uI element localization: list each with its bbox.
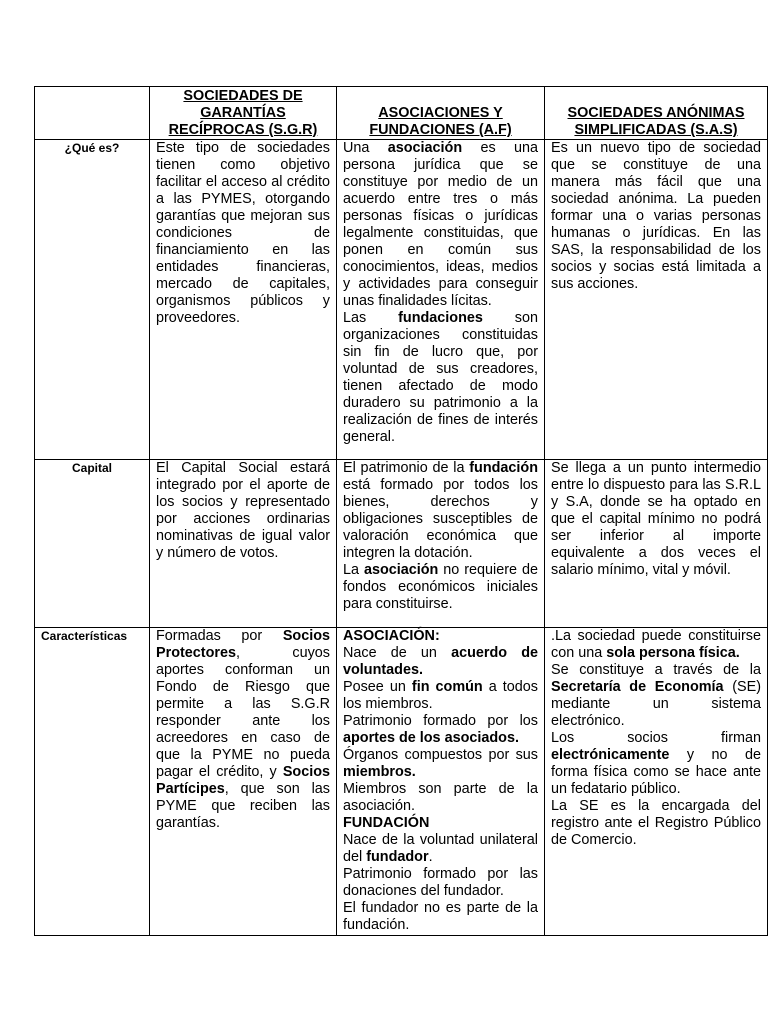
text: Patrimonio formado por los [343,713,538,729]
header-row [35,87,768,140]
paragraph [551,628,761,662]
paragraph [343,679,538,713]
text: es una persona jurídica que se constituye por medio de un acuerdo entre tres o más personas físicas o jurídicas legalmente constituidas, que ponen en común sus conocimientos, ideas, medios y actividades para conseguir unas finalidades lícitas. [343,140,538,309]
bold-term: Socios Partícipes [156,764,330,797]
row-caracteristicas [35,628,768,936]
cell-capital-sas [545,460,768,628]
paragraph [156,628,330,832]
text: Se constituye a través de la [551,662,761,678]
cell-que-es-sgr [150,140,337,460]
text: está formado por todos los bienes, derechos y obligaciones susceptibles de valoración económica que integren la dotación. [343,477,538,561]
text: no requiere de fondos económicos iniciales para constituirse. [343,562,538,612]
bold-term: asociación [387,140,463,156]
comparison-table [34,86,768,936]
paragraph: Miembros son parte de la asociación. [343,781,538,814]
header-sas: SOCIEDADES ANÓNIMAS SIMPLIFICADAS (S.A.S) [545,87,768,140]
row-label-capital: Capital [35,460,150,628]
bold-term: Secretaría de Economía [551,679,724,695]
header-af: ASOCIACIONES Y FUNDACIONES (A.F) [337,87,545,140]
text: Este tipo de sociedades tienen como objetivo facilitar el acceso al crédito a las PYMES, otorgando garantías que mejoran sus condiciones de financiamiento en las entidades financieras, mercado de capitales, organismos públicos y proveedores. [156,140,330,326]
subheading-fundacion: FUNDACIÓN [343,815,430,831]
paragraph [343,310,538,446]
text: (SE) mediante un sistema electrónico. [551,679,761,729]
paragraph: Patrimonio formado por las donaciones del fundador. [343,866,538,899]
bold-term: fundador [366,849,429,865]
subheading-asociacion: ASOCIACIÓN: [343,628,440,644]
cell-que-es-af [337,140,545,460]
paragraph [343,713,538,747]
cell-caract-af [337,628,545,936]
text: Nace de la voluntad unilateral del [343,832,538,865]
cell-capital-sgr [150,460,337,628]
text: Se llega a un punto intermedio entre lo dispuesto para las S.R.L y S.A, donde se ha optado en que el capital mínimo no podrá ser inferior al importe equivalente a dos veces el salario mínimo, vital y móvil. [551,460,761,578]
paragraph [551,730,761,798]
text: El patrimonio de la [343,460,470,476]
cell-capital-af [337,460,545,628]
text: Nace de un [343,645,452,661]
text: El Capital Social estará integrado por el aporte de los socios y representado por acciones ordinarias nominativas de igual valor y número de votos. [156,460,330,561]
paragraph [343,460,538,562]
bold-term: asociación [363,562,439,578]
bold-term: aportes de los asociados. [343,730,519,746]
bold-term: fundaciones [398,310,483,326]
cell-caract-sgr [150,628,337,936]
row-label-caracteristicas: Características [35,628,150,936]
bold-term: fundación [469,460,538,476]
bold-term: acuerdo de voluntades. [343,645,538,678]
bold-term: fin común [411,679,483,695]
text: Posee un [343,679,412,695]
paragraph [343,140,538,310]
text: Una [343,140,388,156]
text: . [428,849,433,865]
text: Las [343,310,399,326]
text: Órganos compuestos por sus [343,747,538,763]
paragraph: El fundador no es parte de la fundación. [343,900,538,933]
paragraph [343,562,538,613]
text: Es un nuevo tipo de sociedad que se constituye de una manera más fácil que una sociedad anónima. La pueden formar una o varias personas humanas o jurídicas. En las SAS, la responsabilidad de los socios y socias está limitada a sus acciones. [551,140,761,292]
paragraph [551,662,761,730]
paragraph: La SE es la encargada del registro ante el Registro Público de Comercio. [551,798,761,848]
text: , cuyos aportes conforman un Fondo de Riesgo que permite a las S.G.R responder ante los acreedores en caso de que la PYME no pueda pagar el crédito, y [156,645,330,780]
paragraph [343,645,538,679]
text: .La sociedad puede constituirse con una [551,628,761,661]
text: y no de forma física como se hace ante un fedatario público. [551,747,761,797]
text: son organizaciones constituidas sin fin de lucro que, por voluntad de sus creadores, tienen afectado de modo duradero su patrimonio a la realización de fines de interés general. [343,310,539,445]
cell-que-es-sas [545,140,768,460]
paragraph [343,747,538,781]
bold-term: miembros. [343,764,416,780]
cell-caract-sas [545,628,768,936]
text: Los socios firman [551,730,761,746]
text: La [343,562,364,578]
header-empty [35,87,150,140]
text: , que son las PYME que reciben las garantías. [156,781,330,831]
row-que-es [35,140,768,460]
paragraph [343,832,538,866]
header-sgr: SOCIEDADES DE GARANTÍAS RECÍPROCAS (S.G.R) [150,87,337,140]
bold-term: Socios Protectores [156,628,330,661]
row-label-que-es: ¿Qué es? [35,140,150,460]
text: Formadas por [156,628,283,644]
bold-term: electrónicamente [551,747,670,763]
text: a todos los miembros. [343,679,538,712]
bold-term: sola persona física. [606,645,740,661]
row-capital [35,460,768,628]
